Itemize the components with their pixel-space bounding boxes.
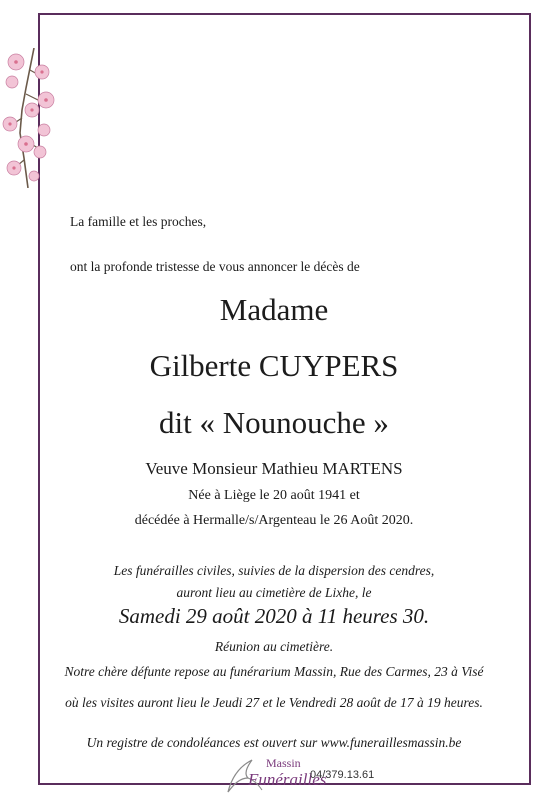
meeting-line: Réunion au cimetière.: [214, 639, 334, 654]
widow-line: Veuve Monsieur Mathieu MARTENS: [145, 459, 403, 478]
logo-phone: 04/379.13.61: [310, 769, 375, 781]
deceased-title: Madame: [219, 292, 329, 327]
intro-announcement: ont la profonde tristesse de vous annoncer le décès de: [70, 259, 360, 274]
deceased-nickname: dit « Nounouche »: [159, 405, 389, 440]
rest-line2: où les visites auront lieu le Jeudi 27 et le Vendredi 28 août de 17 à 19 heures.: [65, 695, 483, 710]
logo-name-funerailles: Funérailles: [248, 770, 327, 789]
rest-line1: Notre chère défunte repose au funérarium Massin, Rue des Carmes, 23 à Visé: [64, 664, 484, 679]
funeral-date: Samedi 29 août 2020 à 11 heures 30.: [118, 604, 430, 628]
funeral-home-logo: [218, 752, 378, 800]
logo-name-massin: Massin: [266, 756, 301, 770]
funeral-line2: auront lieu au cimetière de Lixhe, le: [176, 585, 372, 600]
birth-line: Née à Liège le 20 août 1941 et: [188, 488, 360, 503]
cherry-blossom-branch-icon: [0, 48, 72, 188]
register-line: Un registre de condoléances est ouvert sur www.funeraillesmassin.be: [86, 735, 462, 750]
deceased-name: Gilberte CUYPERS: [149, 348, 399, 383]
intro-family: La famille et les proches,: [70, 214, 207, 229]
death-line: décédée à Hermalle/s/Argenteau le 26 Août 2020.: [134, 513, 414, 528]
funeral-line1: Les funérailles civiles, suivies de la dispersion des cendres,: [113, 563, 435, 578]
